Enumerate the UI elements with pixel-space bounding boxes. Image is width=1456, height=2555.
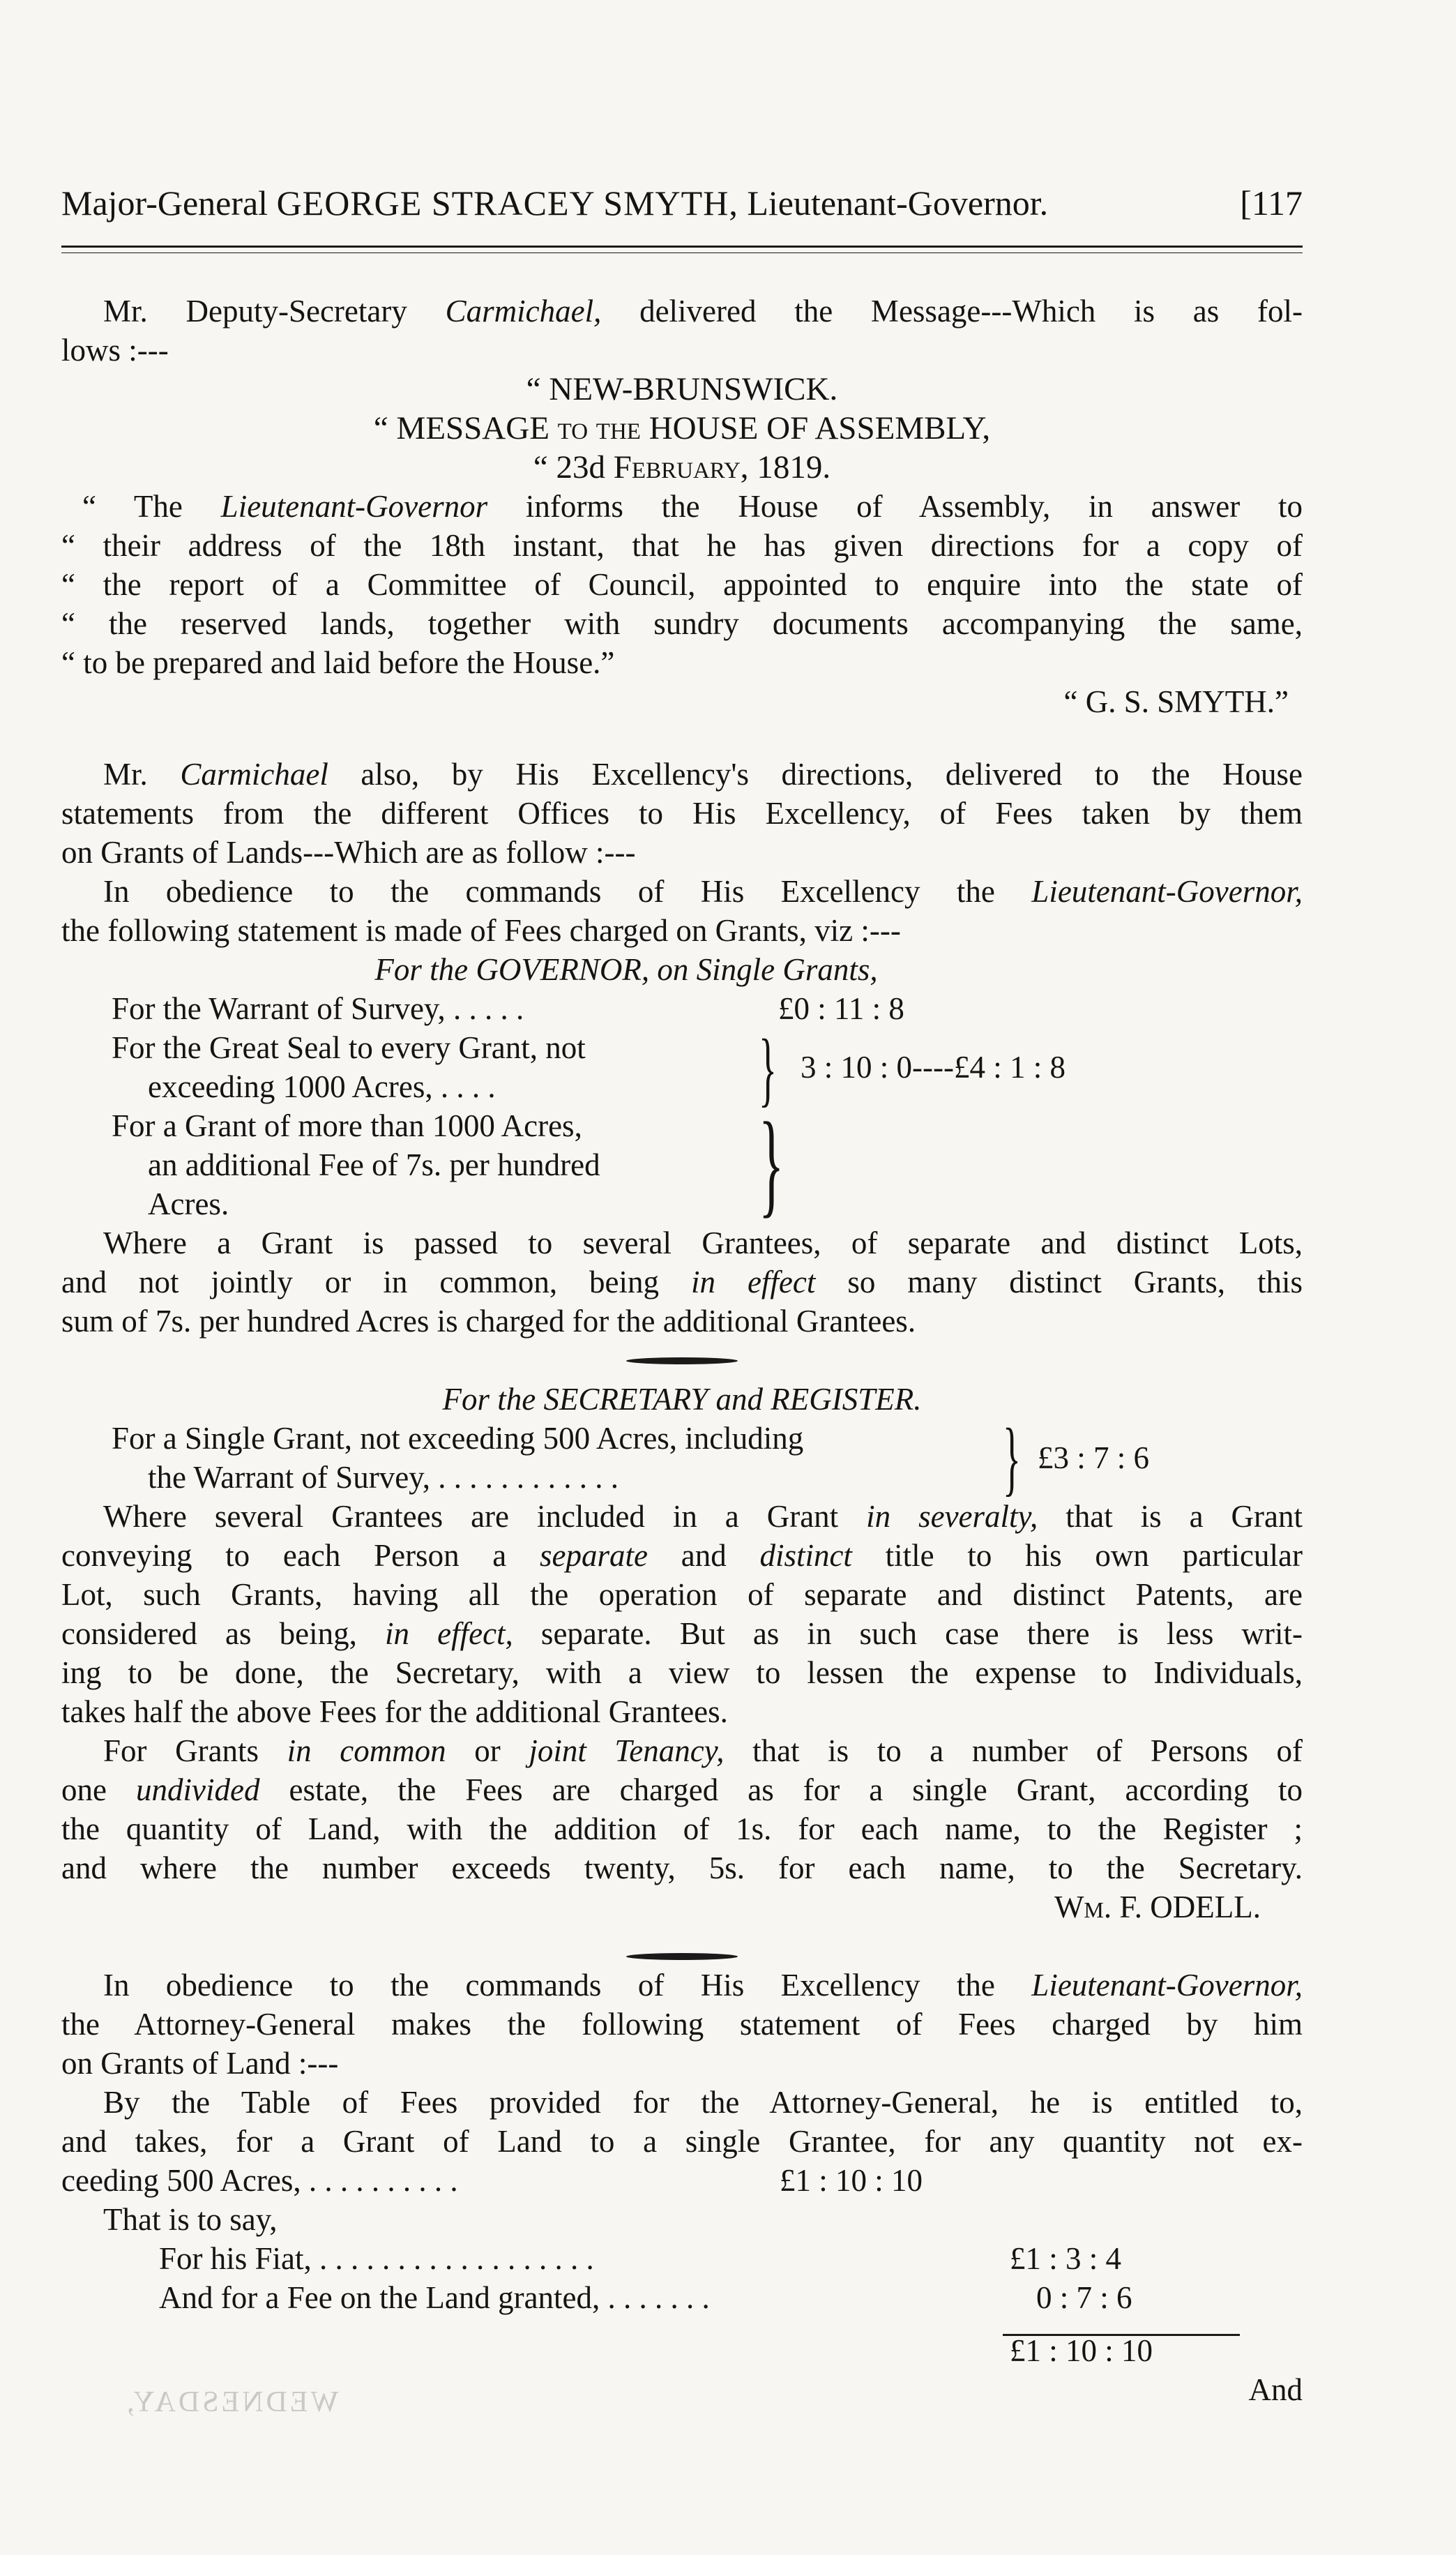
message-body-line3: “ the report of a Committee of Council, appointed to enquire into the state of [61,567,1303,602]
header-rule-top [61,246,1303,248]
governor-fees [61,950,1303,1341]
secretary-signature: Wm. F. ODELL. [1054,1890,1261,1924]
attorney-line4: By the Table of Fees provided for the Attorney-General, he is entitled to, [103,2085,1303,2120]
governor-heading: For the GOVERNOR, on Single Grants, [374,952,878,987]
attorney-total-row [61,2161,1303,2200]
document-page [61,0,1303,2555]
secretary-p1-line1: Where several Grantees are included in a Grant in severalty, that is a Grant [103,1499,1303,1534]
seal-brace: } [759,1022,777,1115]
page-number: [117 [1240,183,1303,223]
secretary-p2-line1: For Grants in common or joint Tenancy, that is to a number of Persons of [103,1733,1303,1768]
message-signature: “ G. S. SMYTH.” [1063,684,1289,719]
sum-row [61,2331,1303,2370]
seal-label-2: exceeding 1000 Acres, . . . . [148,1069,496,1104]
governor-note-2: and not jointly or in common, being in effect so many distinct Grants, this [61,1265,1303,1299]
secretary-heading: For the SECRETARY and REGISTER. [442,1382,922,1417]
attorney-line5: and takes, for a Grant of Land to a single Grantee, for any quantity not ex- [61,2124,1303,2159]
warrant-amount: £0 : 11 : 8 [778,991,904,1026]
message-body-line2: “ their address of the 18th instant, that he has given directions for a copy of [61,528,1303,563]
single-grant-label-1: For a Single Grant, not exceeding 500 Acres, including [112,1421,804,1456]
attorney-fees [61,1966,1303,2409]
header-prefix: Major-General [61,183,277,223]
message-body-line1: “ The Lieutenant-Governor informs the House of Assembly, in answer to [82,489,1303,524]
secretary-p2-line2: one undivided estate, the Fees are charged as for a single Grant, according to [61,1772,1303,1807]
attorney-total-label: ceeding 500 Acres, . . . . . . . . . . [61,2163,458,2198]
land-fee-amount: 0 : 7 : 6 [1036,2280,1132,2315]
secretary-p1-line2: conveying to each Person a separate and distinct title to his own particular [61,1538,1303,1573]
secretary-p1-line6: takes half the above Fees for the additional Grantees. [61,1694,728,1729]
attorney-line3: on Grants of Land :--- [61,2046,339,2081]
large-grant-row-3 [61,1184,1303,1223]
secretary-p1-line3: Lot, such Grants, having all the operation of separate and distinct Patents, are [61,1577,1303,1612]
single-grant-label-2: the Warrant of Survey, . . . . . . . . . . . . [148,1460,619,1495]
large-grant-label-2: an additional Fee of 7s. per hundred [148,1147,600,1182]
statements-line3: on Grants of Lands---Which are as follow :--- [61,835,636,870]
land-fee-label: And for a Fee on the Land granted, . . . . . . . [159,2280,710,2315]
statements-line4: In obedience to the commands of His Excellency the Lieutenant-Governor, [103,874,1303,909]
single-grant-brace: } [1003,1411,1021,1504]
attorney-line2: the Attorney-General makes the following statement of Fees charged by him [61,2007,1303,2042]
message-body-line5: “ to be prepared and laid before the House.” [61,645,615,680]
attorney-total-amount: £1 : 10 : 10 [780,2163,923,2198]
message-heading-date: “ 23d February, 1819. [533,449,831,485]
fiat-label: For his Fiat, . . . . . . . . . . . . . . . . . . [159,2241,594,2276]
running-header [61,183,1303,223]
header-suffix: Lieutenant-Governor. [738,183,1049,223]
attorney-line1: In obedience to the commands of His Excellency the Lieutenant-Governor, [103,1968,1303,2003]
secretary-fees [61,1380,1303,1927]
warrant-row [61,989,1303,1028]
seal-amount: 3 : 10 : 0----£4 : 1 : 8 [801,1050,1066,1085]
catchword: And [1248,2372,1303,2407]
statements-intro [61,755,1303,950]
message-section [61,292,1303,721]
large-grant-label-1: For a Grant of more than 1000 Acres, [112,1108,582,1143]
sum-amount: £1 : 10 : 10 [1010,2333,1153,2368]
message-heading-province: “ NEW-BRUNSWICK. [526,371,838,407]
secretary-p1-line4: considered as being, in effect, separate. But as in such case there is less writ- [61,1616,1303,1651]
message-body-line4: “ the reserved lands, together with sundry documents accompanying the same, [61,606,1303,641]
attorney-that-is: That is to say, [103,2202,278,2237]
single-grant-amount: £3 : 7 : 6 [1038,1440,1150,1475]
message-intro-line1: Mr. Deputy-Secretary Carmichael, delivered the Message---Which is as fol- [103,294,1303,329]
bleed-through-text: WEDNESDAY, [124,2386,339,2418]
fiat-row [61,2239,1303,2278]
message-intro-line2: lows :--- [61,333,169,368]
governor-note-1: Where a Grant is passed to several Grantees, of separate and distinct Lots, [103,1226,1303,1260]
single-grant-row-2 [61,1440,1303,1497]
warrant-label: For the Warrant of Survey, . . . . . [112,991,524,1026]
large-grant-row-1 [61,1106,1303,1145]
seal-label-1: For the Great Seal to every Grant, not [112,1030,586,1065]
land-fee-row [61,2278,1303,2317]
section-divider-1 [61,1357,1303,1367]
secretary-p2-line4: and where the number exceeds twenty, 5s. for each name, to the Secretary. [61,1851,1303,1885]
secretary-p2-line3: the quantity of Land, with the addition of 1s. for each name, to the Register ; [61,1811,1303,1846]
statements-line1: Mr. Carmichael also, by His Excellency's directions, delivered to the House [103,757,1303,792]
seal-row-1 [61,1028,1303,1067]
section-divider-2 [61,1953,1303,1963]
governor-note-3: sum of 7s. per hundred Acres is charged for the additional Grantees. [61,1304,916,1339]
seal-row-2 [61,1050,1303,1106]
header-name: GEORGE STRACEY SMYTH, [276,183,738,223]
statements-line2: statements from the different Offices to His Excellency, of Fees taken by them [61,796,1303,831]
fiat-amount: £1 : 3 : 4 [1010,2241,1122,2276]
statements-line5: the following statement is made of Fees charged on Grants, viz :--- [61,913,901,948]
large-grant-label-3: Acres. [148,1186,229,1221]
large-grant-brace: } [759,1099,784,1228]
message-heading-assembly: “ MESSAGE to the HOUSE OF ASSEMBLY, [373,410,991,446]
large-grant-row-2 [61,1145,1303,1184]
secretary-p1-line5: ing to be done, the Secretary, with a view to lessen the expense to Individuals, [61,1655,1303,1690]
